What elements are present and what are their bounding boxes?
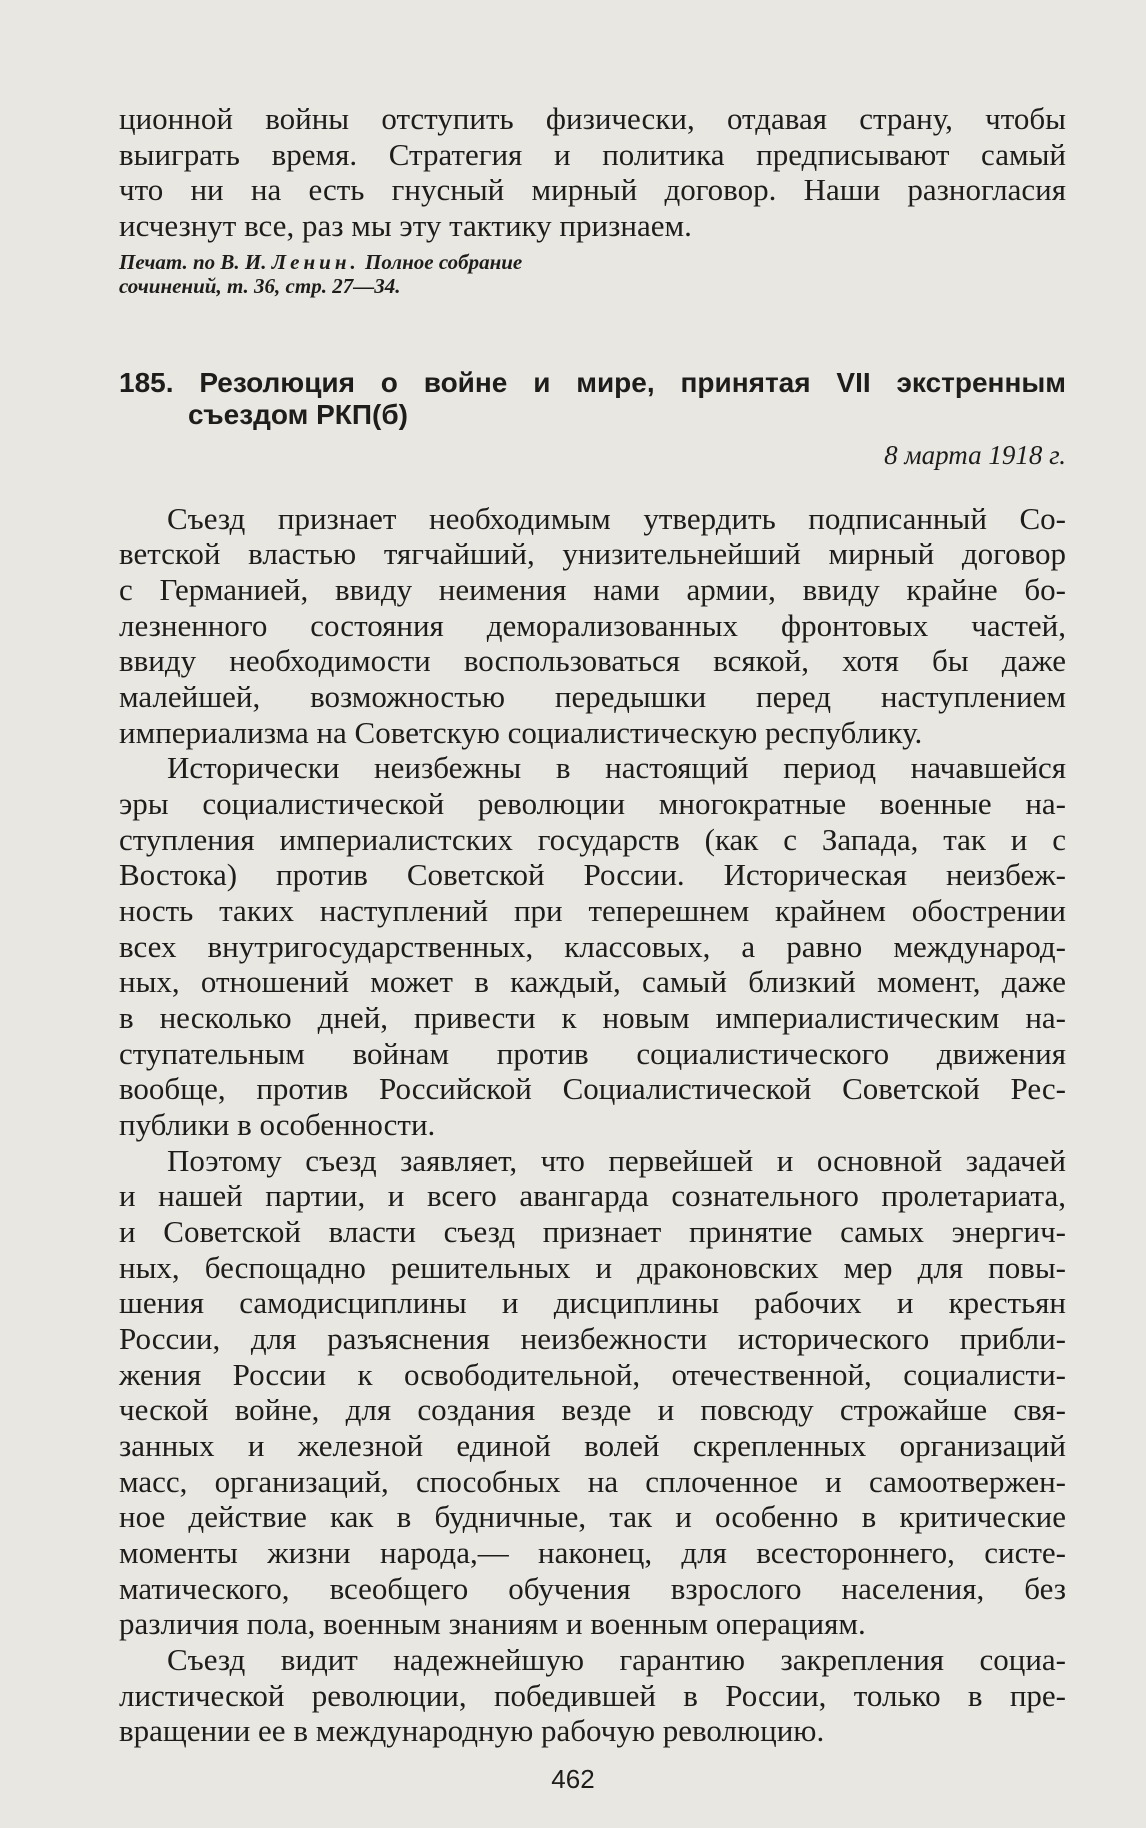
text-line: Исторически неизбежны в настоящий период начавшейся bbox=[167, 750, 1066, 785]
text-line: ных, отношений может в каждый, самый близкий момент, даже bbox=[119, 964, 1066, 999]
text-line: ступательным войнам против социалистического движения bbox=[119, 1036, 1066, 1071]
text-line: с Германией, ввиду неимения нами армии, ввиду крайне бо- bbox=[119, 572, 1066, 607]
section-heading-continuation: съездом РКП(б) bbox=[188, 399, 408, 430]
text-line: малейшей, возможностью передышки перед наступлением bbox=[119, 679, 1066, 714]
text-line: Поэтому съезд заявляет, что первейшей и основной задачей bbox=[167, 1143, 1066, 1178]
text-line: масс, организаций, способных на сплоченное и самоотвержен- bbox=[119, 1464, 1066, 1499]
text-line: и Советской власти съезд признает принятие самых энергич- bbox=[119, 1214, 1066, 1249]
text-line: ввиду необходимости воспользоваться всякой, хотя бы даже bbox=[119, 643, 1066, 678]
text-line: ческой войне, для создания везде и повсюду строжайше свя- bbox=[119, 1392, 1066, 1427]
text-line: в несколько дней, привести к новым империалистическим на- bbox=[119, 1000, 1066, 1035]
text-line: империализма на Советскую социалистическую республику. bbox=[119, 715, 923, 750]
text-line: шения самодисциплины и дисциплины рабочих и крестьян bbox=[119, 1285, 1066, 1320]
text-line: ционной войны отступить физически, отдавая страну, чтобы bbox=[119, 101, 1066, 136]
text-line: Востока) против Советской России. Историческая неизбеж- bbox=[119, 857, 1066, 892]
text-line: моменты жизни народа,— наконец, для всестороннего, систе- bbox=[119, 1535, 1066, 1570]
text-line: лезненного состояния деморализованных фронтовых частей, bbox=[119, 608, 1066, 643]
text-line: Съезд видит надежнейшую гарантию закрепления социа- bbox=[167, 1642, 1066, 1677]
text-line: Съезд признает необходимым утвердить подписанный Со- bbox=[167, 501, 1066, 536]
text-line: что ни на есть гнусный мирный договор. Наши разногласия bbox=[119, 172, 1066, 207]
text-line: листической революции, победившей в России, только в пре- bbox=[119, 1678, 1066, 1713]
citation-line: сочинений, т. 36, стр. 27—34. bbox=[119, 274, 401, 298]
text-line: матического, всеобщего обучения взрослого населения, без bbox=[119, 1571, 1066, 1606]
text-line: всех внутригосударственных, классовых, а равно международ- bbox=[119, 929, 1066, 964]
text-line: эры социалистической революции многократные военные на- bbox=[119, 786, 1066, 821]
text-line: ность таких наступлений при теперешнем крайнем обострении bbox=[119, 893, 1066, 928]
text-line: ступления империалистских государств (как с Запада, так и с bbox=[119, 822, 1066, 857]
text-line: ное действие как в будничные, так и особенно в критические bbox=[119, 1499, 1066, 1534]
text-line: ных, беспощадно решительных и драконовских мер для повы- bbox=[119, 1250, 1066, 1285]
text-line: различия пола, военным знаниям и военным операциям. bbox=[119, 1606, 866, 1641]
text-line: вообще, против Российской Социалистической Советской Рес- bbox=[119, 1071, 1066, 1106]
text-line: вращении ее в международную рабочую революцию. bbox=[119, 1713, 825, 1748]
section-heading: 185. Резолюция о войне и мире, принятая VII экстренным bbox=[119, 367, 1066, 398]
text-line: ветской властью тягчайший, унизительнейший мирный договор bbox=[119, 536, 1066, 571]
text-line: и нашей партии, и всего авангарда сознательного пролетариата, bbox=[119, 1178, 1066, 1213]
page-number: 462 bbox=[551, 1764, 595, 1794]
text-line: России, для разъяснения неизбежности исторического прибли- bbox=[119, 1321, 1066, 1356]
text-line: исчезнут все, раз мы эту тактику признаем. bbox=[119, 208, 692, 243]
text-line: публики в особенности. bbox=[119, 1107, 436, 1142]
document-date: 8 марта 1918 г. bbox=[884, 440, 1066, 470]
text-line: выиграть время. Стратегия и политика предписывают самый bbox=[119, 137, 1066, 172]
text-line: жения России к освободительной, отечественной, социалисти- bbox=[119, 1357, 1066, 1392]
citation-author: Ленин. bbox=[271, 250, 360, 274]
text-line: занных и железной единой волей скрепленных организаций bbox=[119, 1428, 1066, 1463]
citation-suffix: Полное собрание bbox=[359, 250, 523, 274]
citation-line bbox=[119, 250, 522, 274]
citation-prefix: Печат. по В. И. bbox=[119, 250, 272, 274]
